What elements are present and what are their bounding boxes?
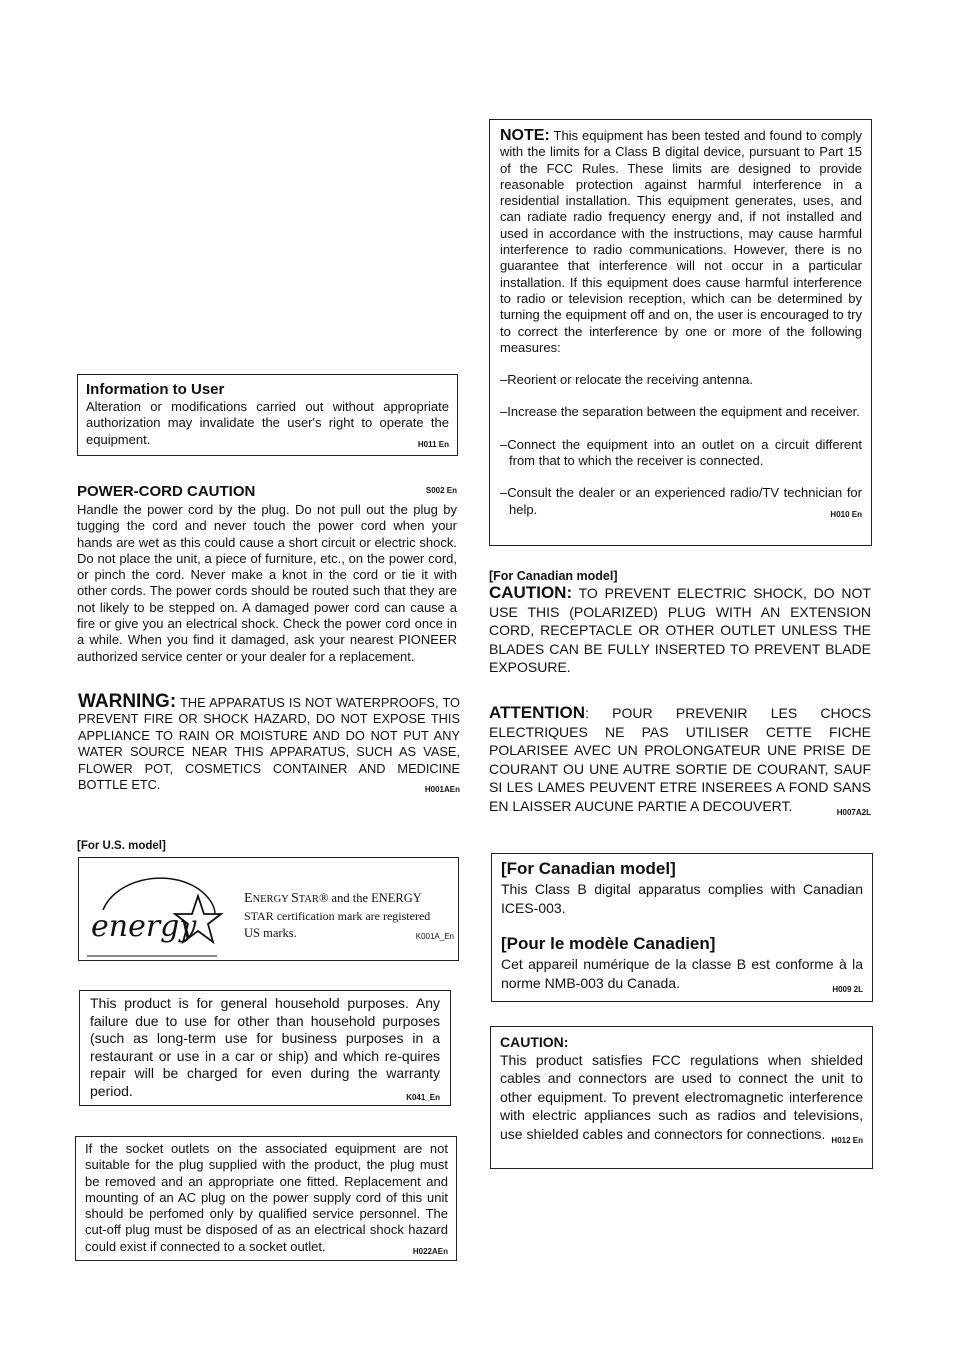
canadian-caution-paragraph xyxy=(489,584,871,677)
ices-body-fr: Cet appareil numérique de la classe B est conforme à la norme NMB-003 du Canada. xyxy=(501,956,863,991)
household-box xyxy=(79,990,451,1106)
energy-line-3: US marks. K001A_En xyxy=(244,925,454,942)
socket-paragraph xyxy=(85,1141,448,1255)
warning-heading: WARNING: xyxy=(78,691,177,712)
warning-code: H001AEn xyxy=(424,785,460,795)
us-model-label: [For U.S. model] xyxy=(77,840,166,852)
socket-code: H022AEn xyxy=(412,1246,448,1256)
socket-box xyxy=(75,1136,457,1261)
household-body: This product is for general household purposes. Any failure due to use for other than household purposes (such as long-term use for business purposes in a restaurant or use in a car or ship) and which re-quires repair will be charged for even during the warranty period. xyxy=(90,995,440,1099)
canadian-caution-section xyxy=(489,569,871,677)
fcc-note-heading: NOTE: xyxy=(500,127,550,144)
fcc-note-item-1: –Reorient or relocate the receiving antenna. xyxy=(500,372,753,388)
power-cord-section xyxy=(77,483,457,665)
ices-heading-fr: [Pour le modèle Canadien] xyxy=(501,934,716,953)
fcc-caution-code: H012 En xyxy=(831,1135,863,1145)
warning-section xyxy=(78,691,460,798)
canadian-caution-heading: CAUTION: xyxy=(489,583,573,602)
warning-paragraph xyxy=(78,691,460,795)
ices-box xyxy=(491,853,873,1002)
ices-body-en: This Class B digital apparatus complies with Canadian ICES-003. xyxy=(501,881,863,916)
energy-line-1: ENERGY STAR® and the ENERGY xyxy=(244,891,422,906)
fcc-note-code: H010 En xyxy=(830,509,862,519)
fcc-note-intro: This equipment has been tested and found to comply with the limits for a Class B digital device, pursuant to Part 15 of the FCC Rules. These limits are designed to provide reasonable protection against harmful interference in a residential installation. This equipment generates, uses, and can radiate radio frequency energy and, if not installed and used in accordance with the instructions, may cause harmful interference to radio communications. However, there is no guarantee that interference will not occur in a particular installation. If this equipment does cause harmful interference to radio or television reception, which can be determined by turning the equipment off and on, the user is encouraged to try to correct the interference by one or more of the following measures: xyxy=(500,128,862,355)
fcc-note-item-4-text: –Consult the dealer or an experienced radio/TV technician for help. xyxy=(500,485,862,517)
energy-star-logo-icon xyxy=(85,866,225,958)
household-code: K041_En xyxy=(406,1092,440,1102)
fcc-caution-heading: CAUTION: xyxy=(500,1034,569,1050)
energy-code: K001A_En xyxy=(415,932,454,941)
ices-heading-en: [For Canadian model] xyxy=(501,859,676,878)
fcc-note-item-3: –Connect the equipment into an outlet on a circuit different from that to which the receiver is connected. xyxy=(500,436,862,469)
energy-star-box xyxy=(78,857,459,961)
socket-body: If the socket outlets on the associated equipment are not suitable for the plug supplied with the product, the plug must be removed and an appropriate one fitted. Replacement and mounting of an AC plug on the power supply cord of this unit should be perfomed only by qualified service personnel. The cut-off plug must be disposed of as an electrical shock hazard could exist if connected to a socket outlet. xyxy=(85,1141,448,1254)
fcc-note-paragraph xyxy=(500,128,862,356)
warning-body: THE APPARATUS IS NOT WATERPROOFS, TO PREVENT FIRE OR SHOCK HAZARD, DO NOT EXPOSE THIS APPLIANCE TO RAIN OR MOISTURE AND DO NOT PUT ANY WATER SOURCE NEAR THIS APPARATUS, SUCH AS VASE, FLOWER POT, COSMETICS CONTAINER AND MEDICINE BOTTLE ETC. xyxy=(78,695,460,793)
fcc-caution-body: This product satisfies FCC regulations when shielded cables and connectors are used to connect the unit to other equipment. To prevent electromagnetic interference with electric appliances such as radios and televisions, use shielded cables and connectors for connections. xyxy=(500,1052,863,1142)
energy-star-text xyxy=(244,890,454,945)
power-cord-code: S002 En xyxy=(425,486,457,495)
info-to-user-box xyxy=(77,374,458,456)
info-to-user-body xyxy=(86,399,449,448)
info-to-user-text: Alteration or modifications carried out without appropriate authorization may invalidate the user's right to operate the equipment. xyxy=(86,399,449,447)
info-to-user-code: H011 En xyxy=(417,439,449,449)
attention-paragraph xyxy=(489,704,871,815)
fcc-note-item-4 xyxy=(500,485,862,518)
attention-section xyxy=(489,704,871,822)
canadian-caution-label: [For Canadian model] xyxy=(489,569,618,583)
ices-code: H009 2L xyxy=(832,984,863,994)
ices-paragraph-fr xyxy=(501,955,863,992)
fcc-caution-box xyxy=(490,1026,873,1169)
canadian-caution-body: TO PREVENT ELECTRIC SHOCK, DO NOT USE THIS (POLARIZED) PLUG WITH AN EXTENSION CORD, RECEPTACLE OR OTHER OUTLET UNLESS THE BLADES CAN BE FULLY INSERTED TO PREVENT BLADE EXPOSURE. xyxy=(489,585,871,675)
energy-logo-text: energy xyxy=(91,909,197,944)
attention-code: H007A2L xyxy=(836,807,871,817)
power-cord-body: Handle the power cord by the plug. Do not pull out the plug by tugging the cord and never touch the power cord when your hands are wet as this could cause a short circuit or electric shock. Do not place the unit, a piece of furniture, etc., on the power cord, or pinch the cord. Never make a knot in the cord or tie it with other cords. The power cords should be routed such that they are not likely to be stepped on. A damaged power cord can cause a fire or give you an electrical shock. Check the power cord once in a while. When you find it damaged, ask your nearest PIONEER authorized service center or your dealer for a replacement. xyxy=(77,502,457,664)
fcc-caution-paragraph xyxy=(500,1051,863,1143)
power-cord-heading: POWER-CORD CAUTION xyxy=(77,483,256,500)
household-paragraph xyxy=(90,995,440,1101)
attention-body: : POUR PREVENIR LES CHOCS ELECTRIQUES NE PAS UTILISER CETTE FICHE POLARISEE AVEC UN PROLONGATEUR UNE PRISE DE COURANT OU UNE AUTRE SORTIE DE COURANT, SAUF SI LES LAMES PEUVENT ETRE INSEREES A FOND SANS EN LAISSER AUCUNE PARTIE A DECOUVERT. xyxy=(489,705,871,814)
energy-line-2: STAR certification mark are registered xyxy=(244,909,431,923)
info-to-user-heading: Information to User xyxy=(86,381,225,398)
fcc-note-box xyxy=(489,119,872,546)
attention-heading: ATTENTION xyxy=(489,703,586,722)
fcc-note-item-2: –Increase the separation between the equipment and receiver. xyxy=(500,404,860,420)
